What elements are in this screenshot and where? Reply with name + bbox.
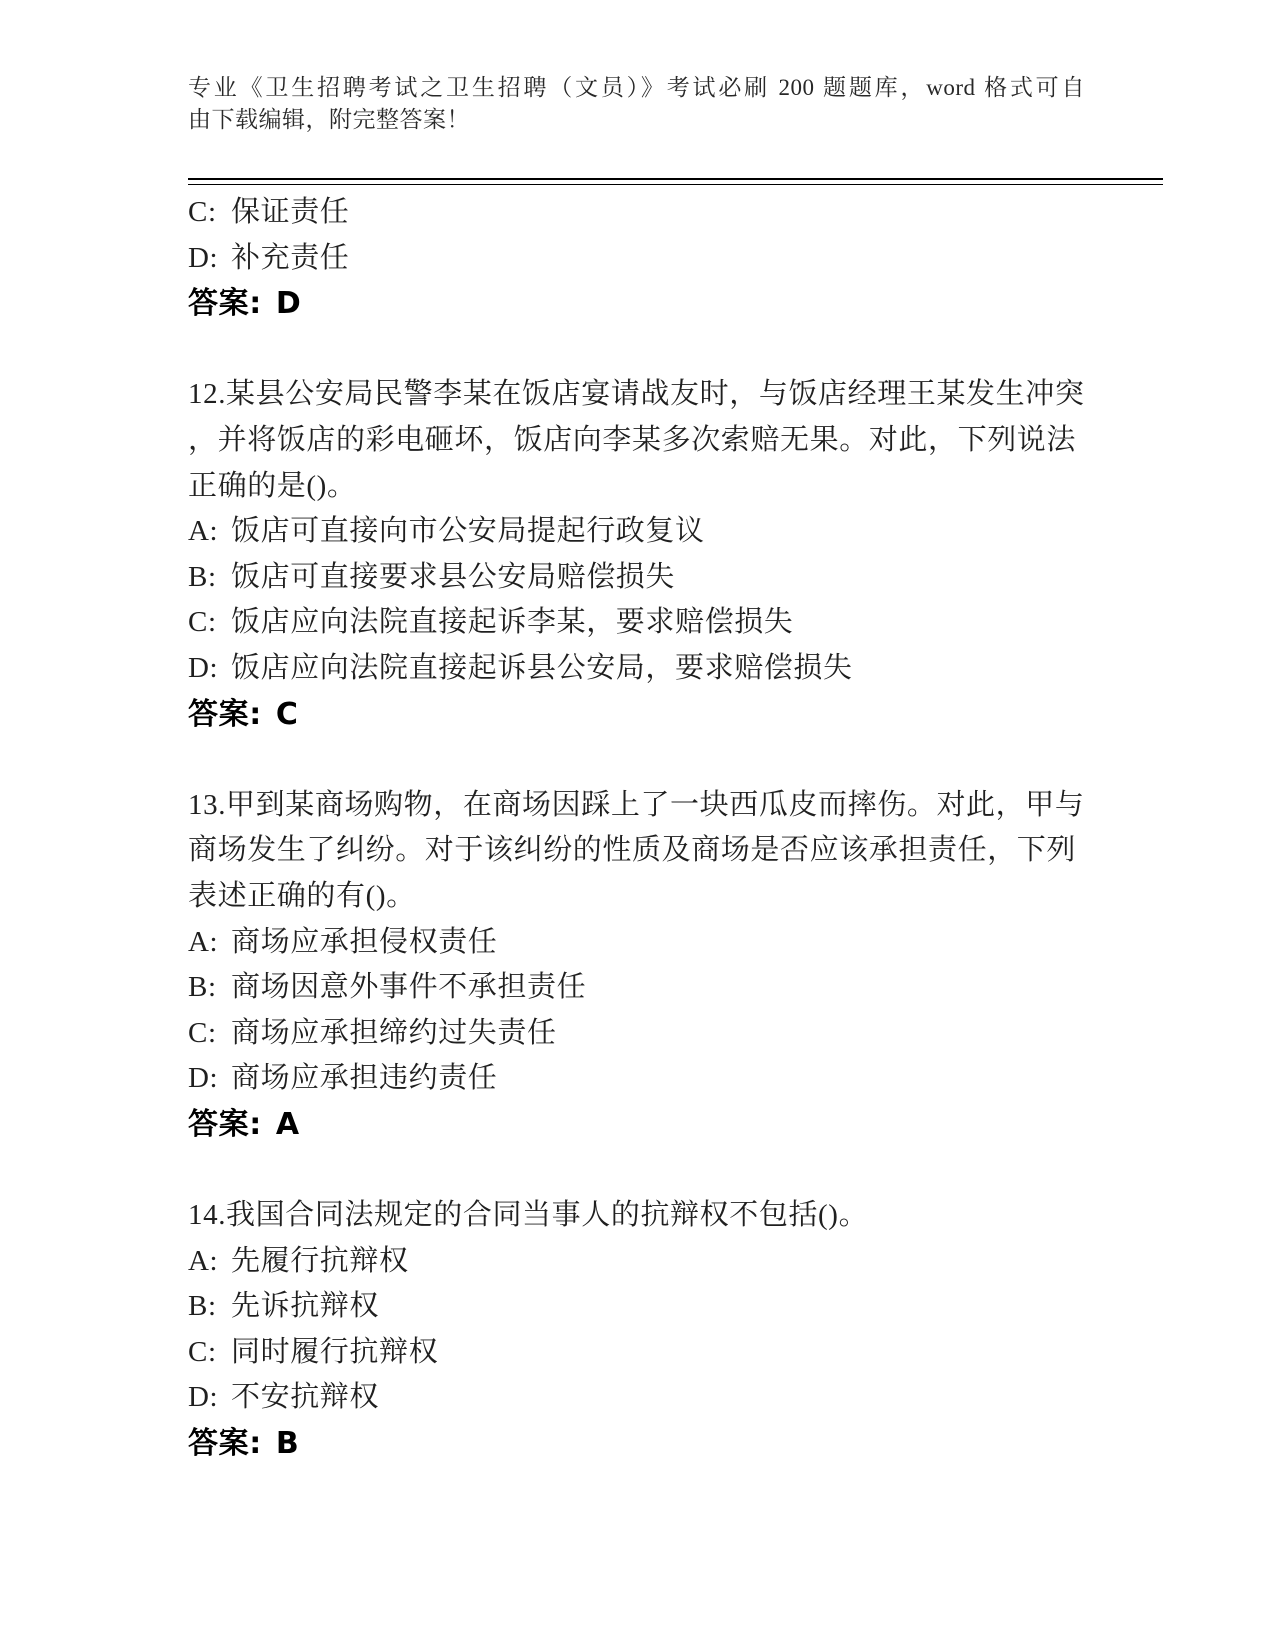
option-text: 保证责任 (231, 196, 350, 228)
option-label: D: (188, 1381, 219, 1414)
option-line (188, 1375, 1092, 1421)
answer-label: 答案: (188, 1426, 262, 1462)
block-gap (188, 737, 1092, 783)
option-label: B: (188, 560, 217, 593)
option-line (188, 1011, 1092, 1057)
answer-label: 答案: (188, 696, 262, 732)
option-label: A: (188, 515, 219, 548)
option-label: C: (188, 606, 217, 639)
option-label: B: (188, 1290, 217, 1323)
answer-label: 答案: (188, 286, 262, 322)
option-label: C: (188, 1335, 217, 1368)
option-line (188, 555, 1092, 601)
question-stem-line: 14.我国合同法规定的合同当事人的抗辩权不包括()。 (188, 1199, 869, 1232)
option-text: 商场应承担缔约过失责任 (231, 1016, 557, 1049)
answer-value: B (275, 1426, 300, 1462)
option-label: D: (188, 1062, 219, 1095)
option-line (188, 509, 1092, 555)
question-stem-line: ，并将饭店的彩电砸坏，饭店向李某多次索赔无果。对此，下列说法 (188, 423, 1077, 456)
option-label: A: (188, 925, 219, 958)
option-text: 不安抗辩权 (231, 1381, 380, 1414)
option-line (188, 600, 1092, 646)
option-text: 先履行抗辩权 (231, 1244, 409, 1277)
option-text: 补充责任 (231, 241, 350, 274)
option-line (188, 1056, 1092, 1102)
question-stem-line: 表述正确的有()。 (188, 879, 416, 912)
option-text: 饭店可直接要求县公安局赔偿损失 (231, 560, 676, 593)
answer-line (188, 1102, 1092, 1148)
option-line (188, 1239, 1092, 1285)
questions-area (188, 190, 1092, 1467)
question-stem-line: 12.某县公安局民警李某在饭店宴请战友时，与饭店经理王某发生冲突 (188, 378, 1085, 411)
block-gap (188, 327, 1092, 373)
option-text: 同时履行抗辩权 (231, 1335, 439, 1368)
block-gap (188, 1147, 1092, 1193)
answer-line (188, 692, 1092, 738)
answer-line (188, 1421, 1092, 1467)
option-text: 饭店可直接向市公安局提起行政复议 (231, 515, 705, 548)
option-label: B: (188, 971, 217, 1004)
option-text: 商场因意外事件不承担责任 (231, 971, 587, 1004)
option-label: C: (188, 1016, 217, 1049)
header-divider-rule (188, 178, 1163, 185)
option-text: 饭店应向法院直接起诉县公安局，要求赔偿损失 (231, 651, 853, 684)
question-stem-line: 13.甲到某商场购物，在商场因踩上了一块西瓜皮而摔伤。对此，甲与 (188, 788, 1085, 821)
answer-value: D (275, 286, 302, 322)
option-text: 先诉抗辩权 (231, 1290, 380, 1323)
option-label: A: (188, 1244, 219, 1277)
option-label: D: (188, 651, 219, 684)
answer-value: C (275, 696, 299, 732)
option-line (188, 1330, 1092, 1376)
option-line (188, 965, 1092, 1011)
answer-value: A (275, 1106, 300, 1142)
option-line (188, 190, 1092, 236)
option-label: D: (188, 241, 219, 274)
option-line (188, 646, 1092, 692)
option-line (188, 236, 1092, 282)
header-text-line-1: 专业《卫生招聘考试之卫生招聘（文员）》考试必刷 200 题题库，word 格式可自 (188, 75, 1085, 100)
question-stem-line: 正确的是()。 (188, 469, 357, 502)
option-text: 商场应承担侵权责任 (231, 925, 498, 958)
option-label: C: (188, 196, 217, 228)
answer-label: 答案: (188, 1106, 262, 1142)
option-line (188, 920, 1092, 966)
option-text: 饭店应向法院直接起诉李某，要求赔偿损失 (231, 606, 794, 639)
option-text: 商场应承担违约责任 (231, 1062, 498, 1095)
answer-line (188, 281, 1092, 327)
option-line (188, 1284, 1092, 1330)
document-header (188, 72, 1085, 136)
header-text-line-2: 由下载编辑，附完整答案！ (188, 107, 470, 132)
question-stem-line: 商场发生了纠纷。对于该纠纷的性质及商场是否应该承担责任，下列 (188, 834, 1077, 867)
